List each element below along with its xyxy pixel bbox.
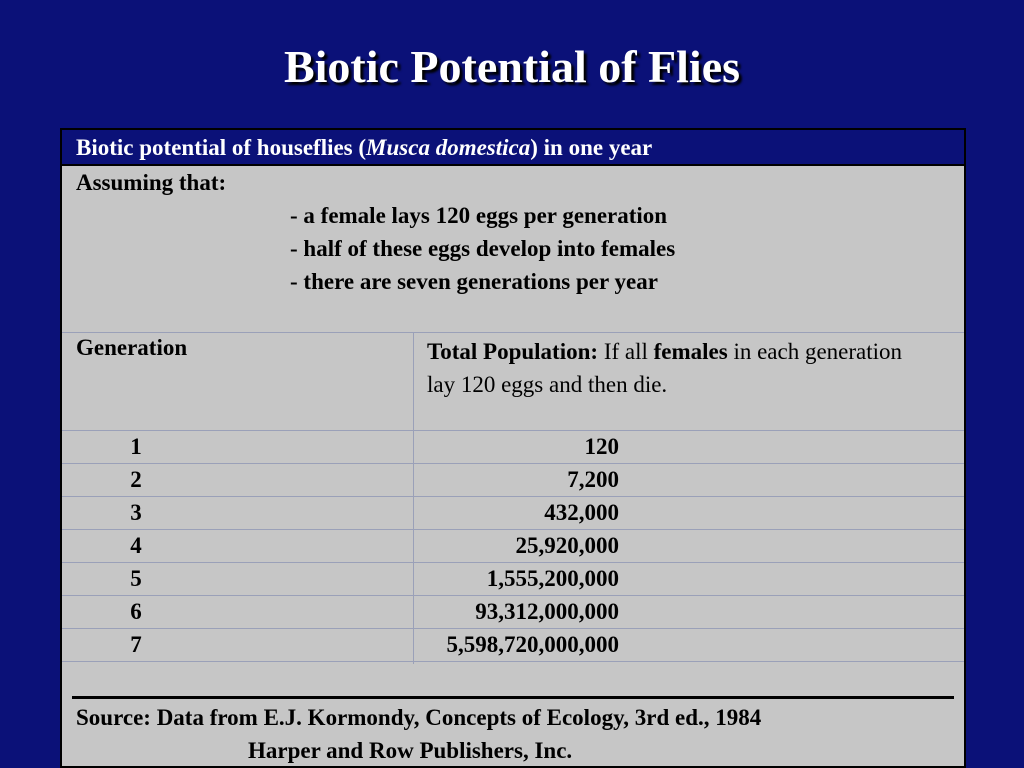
species-name: Musca domestica	[366, 135, 531, 160]
table-header-text-end: ) in one year	[530, 135, 653, 160]
assumption-item: - there are seven generations per year	[290, 269, 658, 294]
assumptions-label: Assuming that:	[76, 170, 227, 195]
row-divider	[62, 595, 964, 596]
column-header-population	[427, 335, 927, 401]
generation-cell: 1	[130, 434, 142, 459]
column-divider	[413, 333, 414, 664]
source-divider	[72, 696, 954, 699]
row-divider	[62, 463, 964, 464]
row-divider	[62, 661, 964, 662]
row-divider	[62, 332, 964, 333]
table-header	[62, 130, 964, 166]
column-header-generation: Generation	[76, 335, 188, 360]
source-citation: Source: Data from E.J. Kormondy, Concepts of Ecology, 3rd ed., 1984	[76, 705, 762, 730]
population-header-bold: Total Population:	[427, 339, 599, 364]
generation-cell: 5	[130, 566, 142, 591]
generation-cell: 4	[130, 533, 142, 558]
population-header-emphasis: females	[653, 339, 728, 364]
generation-cell: 7	[130, 632, 142, 657]
data-table	[60, 128, 966, 768]
generation-cell: 3	[130, 500, 142, 525]
population-cell: 25,920,000	[515, 533, 619, 558]
population-cell: 7,200	[567, 467, 619, 492]
population-cell: 5,598,720,000,000	[446, 632, 619, 657]
row-divider	[62, 628, 964, 629]
assumption-item: - a female lays 120 eggs per generation	[290, 203, 668, 228]
row-divider	[62, 529, 964, 530]
table-header-text: Biotic potential of houseflies (	[76, 135, 367, 160]
population-cell: 1,555,200,000	[486, 566, 619, 591]
row-divider	[62, 430, 964, 431]
row-divider	[62, 562, 964, 563]
population-header-text-end: in each generation lay 120 eggs and then die.	[427, 339, 903, 397]
population-header-text: If all	[603, 339, 648, 364]
population-cell: 93,312,000,000	[475, 599, 619, 624]
row-divider	[62, 496, 964, 497]
generation-cell: 6	[130, 599, 142, 624]
source-publisher: Harper and Row Publishers, Inc.	[248, 738, 573, 763]
generation-cell: 2	[130, 467, 142, 492]
slide-title: Biotic Potential of Flies	[283, 41, 741, 92]
assumption-item: - half of these eggs develop into females	[290, 236, 676, 261]
population-cell: 432,000	[544, 500, 619, 525]
population-cell: 120	[584, 434, 619, 459]
